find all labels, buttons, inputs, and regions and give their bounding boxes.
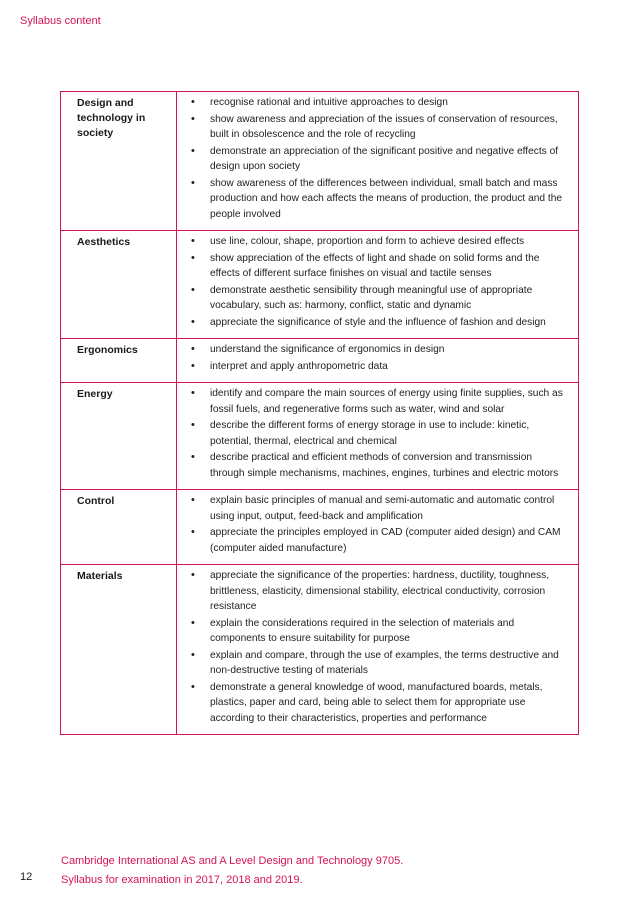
bullet-icon: • [191, 616, 195, 629]
bullet-text: interpret and apply anthropometric data [210, 360, 388, 372]
footer [61, 852, 403, 890]
bullet-text: understand the significance of ergonomics in design [210, 344, 445, 355]
list-item [191, 450, 568, 481]
bullet-icon: • [191, 235, 195, 247]
syllabus-table [60, 91, 579, 735]
bullet-icon: • [191, 569, 195, 581]
learning-outcomes-cell [177, 490, 579, 565]
learning-outcomes-cell [177, 339, 579, 383]
topic-cell: Energy [61, 383, 177, 490]
page-number: 12 [20, 871, 33, 883]
list-item [191, 648, 568, 679]
bullet-icon: • [191, 648, 195, 661]
bullet-text: show awareness and appreciation of the issues of conservation of resources, built in obsolescence and the role of recycling [210, 113, 558, 140]
list-item [191, 616, 568, 647]
list-item [191, 315, 568, 331]
learning-outcomes-cell [177, 383, 579, 490]
bullet-text: demonstrate aesthetic sensibility through meaningful use of appropriate vocabulary, such as: harmony, conflict, static and dynamic [210, 284, 533, 311]
bullet-icon: • [191, 359, 195, 372]
bullet-list [191, 386, 568, 481]
table-row [61, 490, 579, 565]
bullet-text: identify and compare the main sources of energy using finite supplies, such as fossil fuels, and regenerative forms such as water, wind and solar [210, 388, 563, 415]
bullet-icon: • [191, 494, 195, 506]
topic-cell: Ergonomics [61, 339, 177, 383]
bullet-text: explain basic principles of manual and semi-automatic and automatic control using input, output, feed-back and amplification [210, 495, 555, 522]
table-row [61, 565, 579, 735]
list-item [191, 251, 568, 282]
footer-subtitle: Syllabus for examination in 2017, 2018 and 2019. [61, 874, 303, 886]
list-item [191, 234, 568, 250]
topic-cell: Control [61, 490, 177, 565]
bullet-icon: • [191, 176, 195, 189]
table-row [61, 92, 579, 231]
table-row [61, 339, 579, 383]
bullet-text: explain and compare, through the use of examples, the terms destructive and non-destructive testing of materials [210, 649, 559, 676]
bullet-icon: • [191, 315, 195, 328]
bullet-list [191, 342, 568, 374]
bullet-text: use line, colour, shape, proportion and form to achieve desired effects [210, 236, 525, 247]
table-body [61, 92, 579, 735]
bullet-list [191, 234, 568, 330]
topic-cell: Design and technology in society [61, 92, 177, 231]
section-header: Syllabus content [20, 15, 101, 27]
list-item [191, 386, 568, 417]
list-item [191, 525, 568, 556]
bullet-list [191, 95, 568, 222]
table-row [61, 231, 579, 339]
bullet-text: recognise rational and intuitive approaches to design [210, 97, 448, 108]
bullet-icon: • [191, 144, 195, 157]
bullet-text: show awareness of the differences between individual, small batch and mass production and how each affects the means of production, the product and the people involved [210, 177, 563, 220]
learning-outcomes-cell [177, 565, 579, 735]
bullet-text: appreciate the significance of style and the influence of fashion and design [210, 316, 546, 328]
bullet-text: demonstrate a general knowledge of wood, manufactured boards, metals, plastics, paper and card, being able to select them for appropriate use according to their characteristics, properties and performance [210, 681, 543, 724]
bullet-icon: • [191, 283, 195, 296]
list-item [191, 342, 568, 358]
list-item [191, 144, 568, 175]
list-item [191, 359, 568, 375]
bullet-icon: • [191, 251, 195, 264]
list-item [191, 568, 568, 615]
bullet-icon: • [191, 96, 195, 108]
footer-title: Cambridge International AS and A Level Design and Technology 9705. [61, 855, 404, 867]
bullet-list [191, 568, 568, 726]
list-item [191, 95, 568, 111]
topic-cell: Aesthetics [61, 231, 177, 339]
bullet-icon: • [191, 343, 195, 355]
bullet-icon: • [191, 451, 195, 463]
list-item [191, 176, 568, 223]
bullet-icon: • [191, 112, 195, 125]
learning-outcomes-cell [177, 92, 579, 231]
bullet-text: demonstrate an appreciation of the significant positive and negative effects of design upon society [210, 145, 559, 172]
bullet-text: appreciate the principles employed in CAD (computer aided design) and CAM (computer aided manufacture) [210, 527, 561, 554]
bullet-text: appreciate the significance of the properties: hardness, ductility, toughness, brittleness, elasticity, dimensional stability, electrical conductivity, corrosion resistance [210, 570, 550, 612]
bullet-text: explain the considerations required in the selection of materials and components to ensure suitability for purpose [210, 617, 515, 644]
bullet-icon: • [191, 419, 195, 431]
topic-cell: Materials [61, 565, 177, 735]
list-item [191, 493, 568, 524]
bullet-list [191, 493, 568, 556]
list-item [191, 418, 568, 449]
bullet-icon: • [191, 680, 195, 693]
table-row [61, 383, 579, 490]
bullet-icon: • [191, 526, 195, 538]
bullet-text: show appreciation of the effects of light and shade on solid forms and the effects of different surface finishes on visual and tactile senses [210, 252, 540, 279]
bullet-text: describe practical and efficient methods of conversion and transmission through simple mechanisms, machines, engines, turbines and electric motors [210, 452, 559, 479]
list-item [191, 112, 568, 143]
learning-outcomes-cell [177, 231, 579, 339]
list-item [191, 680, 568, 727]
bullet-text: describe the different forms of energy storage in use to include: kinetic, potential, thermal, electrical and chemical [210, 420, 530, 447]
list-item [191, 283, 568, 314]
bullet-icon: • [191, 387, 195, 399]
